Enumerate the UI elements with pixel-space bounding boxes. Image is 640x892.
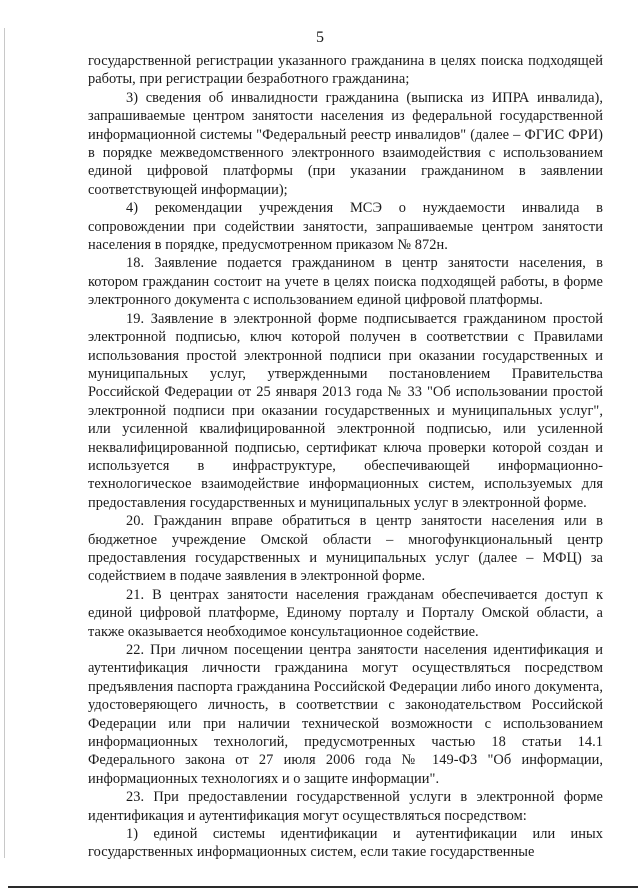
document-body bbox=[88, 52, 603, 862]
paragraph-21: 21. В центрах занятости населения гражданам обеспечивается доступ к единой цифровой платформе, Единому порталу и Порталу Омской области, а также оказывается необходимое консультационное содействие. bbox=[88, 586, 603, 640]
paragraph-18: 18. Заявление подается гражданином в центр занятости населения, в котором гражданин состоит на учете в целях поиска подходящей работы, в форме электронного документа с использованием единой цифровой платформы. bbox=[88, 255, 603, 309]
paragraph-23: 23. При предоставлении государственной услуги в электронной форме идентификация и аутентификация могут осуществляться посредством: bbox=[88, 789, 603, 824]
paragraph-continuation: государственной регистрации указанного гражданина в целях поиска подходящей работы, при регистрации безработного гражданина; bbox=[88, 53, 603, 88]
page-number: 5 bbox=[316, 29, 324, 46]
paragraph-item-4: 4) рекомендации учреждения МСЭ о нуждаемости инвалида в сопровождении при содействии занятости, запрашиваемые центром занятости населения в порядке, предусмотренном приказом № 872н. bbox=[88, 200, 603, 254]
paragraph-20: 20. Гражданин вправе обратиться в центр занятости населения или в бюджетное учреждение Омской области – многофункциональный центр предоставления государственных и муниципальных услуг (далее – МФЦ) за содействием в подаче заявления в электронной форме. bbox=[88, 513, 603, 585]
paragraph-22: 22. При личном посещении центра занятости населения идентификация и аутентификация личности гражданина могут осуществляться посредством предъявления паспорта гражданина Российской Федерации либо иного документа, удостоверяющего личность, в соответствии с законодательством Российской Федерации или при наличии технической возможности с использованием информационных технологий, предусмотренных частью 18 статьи 14.1 Федерального закона от 27 июля 2006 года № 149-ФЗ "Об информации, информационных технологиях и о защите информации". bbox=[88, 642, 603, 787]
paragraph-19: 19. Заявление в электронной форме подписывается гражданином простой электронной подписью, ключ которой получен в соответствии с Правилами использования простой электронной подписи при оказании государственных и муниципальных услуг, утвержденными постановлением Правительства Российской Федерации от 25 января 2013 года № 33 "Об использовании простой электронной подписи при оказании государственных и муниципальных услуг", или усиленной квалифицированной электронной подписью, или усиленной неквалифицированной подписью, сертификат ключа проверки которой создан и используется в инфраструктуре, обеспечивающей информационно-технологическое взаимодействие информационных систем, используемых для предоставления государственных и муниципальных услуг в электронной форме. bbox=[88, 310, 603, 511]
paragraph-23-item-1: 1) единой системы идентификации и аутентификации или иных государственных информационных систем, если такие государственные bbox=[88, 826, 603, 861]
scan-edge-line bbox=[4, 28, 5, 858]
bottom-border-line bbox=[8, 886, 638, 888]
paragraph-item-3: 3) сведения об инвалидности гражданина (выписка из ИПРА инвалида), запрашиваемые центром занятости населения из федеральной государственной информационной системы "Федеральный реестр инвалидов" (далее – ФГИС ФРИ) в порядке межведомственного электронного взаимодействия с использованием единой цифровой платформы (при указании гражданином в заявлении соответствующей информации); bbox=[88, 89, 603, 198]
